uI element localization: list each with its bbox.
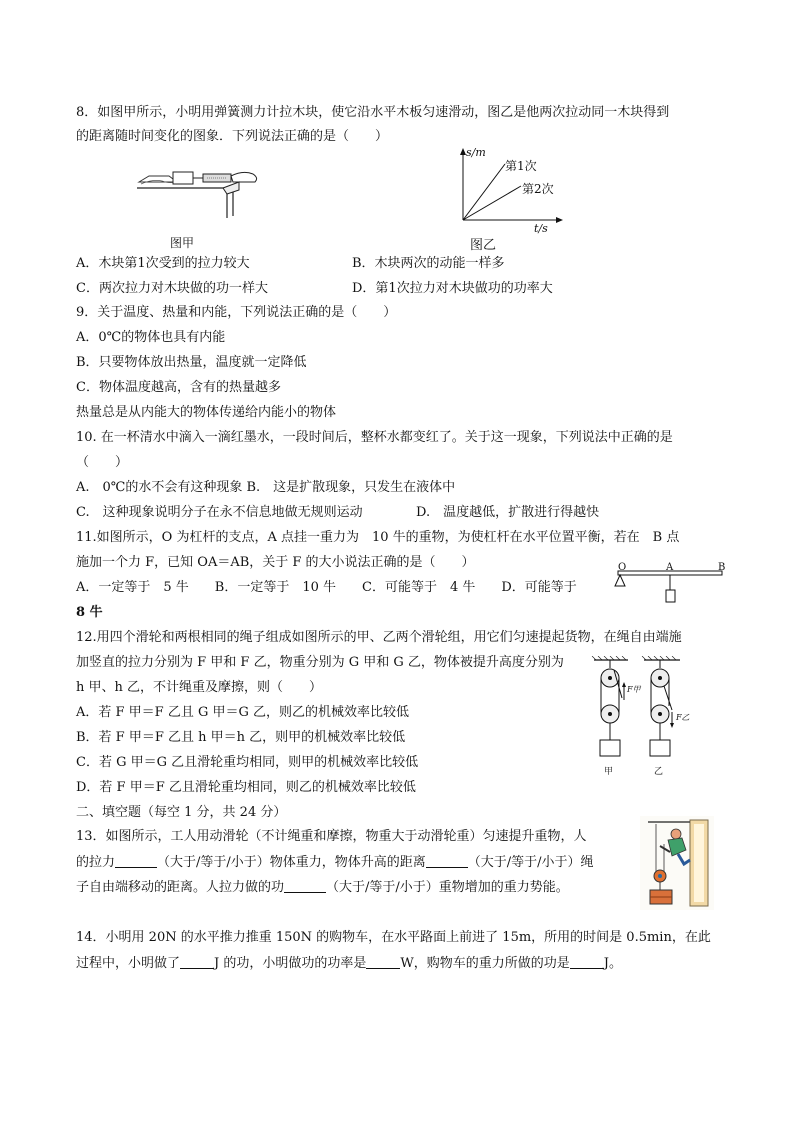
q11-option-d-wrap: 8 牛: [76, 605, 103, 620]
q8-stem-line1: 8．如图甲所示，小明用弹簧测力计拉木块，使它沿水平木板匀速滑动，图乙是他两次拉动同一木块得到: [76, 105, 670, 120]
q12-stem-line2: 加竖直的拉力分别为 F 甲和 F 乙，物重分别为 G 甲和 G 乙，物体被提升高度分别为: [76, 655, 564, 670]
q11-stem-line1: 11.如图所示，O 为杠杆的支点，A 点挂一重力为 10 牛的重物，为使杠杆在水平位置平衡，若在 B 点: [76, 530, 680, 545]
q9-option-a: A．0℃的物体也具有内能: [76, 330, 226, 345]
q9-option-b: B．只要物体放出热量，温度就一定降低: [76, 355, 307, 370]
q8-line2-label: 第2次: [522, 182, 554, 196]
q14-line2-part1: 过程中，小明做了: [76, 956, 181, 971]
q11-options: A．一定等于 5 牛 B．一定等于 10 牛 C．可能等于 4 牛 D．可能等于: [76, 580, 577, 595]
q9-option-c: C．物体温度越高，含有的热量越多: [76, 380, 281, 395]
q8-option-a: A．木块第1次受到的拉力较大: [76, 256, 250, 271]
q8-figure-jia: [135, 160, 275, 222]
q13-blank-2[interactable]: [426, 854, 468, 868]
q11-stem-line2: 施加一个力 F，已知 OA＝AB，关于 F 的大小说法正确的是（ ）: [76, 555, 475, 570]
q8-line1-label: 第1次: [505, 159, 537, 173]
q14-line2: [76, 955, 622, 973]
q13-blank-3[interactable]: [284, 879, 326, 893]
q10-stem-line1: 10. 在一杯清水中滴入一滴红墨水，一段时间后，整杯水都变红了。关于这一现象，下列说法中正确的是: [76, 430, 673, 445]
q11-label-b: B: [718, 562, 726, 573]
q12-option-b: B．若 F 甲＝F 乙且 h 甲＝h 乙，则甲的机械效率比较低: [76, 730, 406, 745]
q8-graph-x-label: t/s: [534, 222, 548, 235]
q8-option-c: C．两次拉力对木块做的功一样大: [76, 281, 268, 296]
q12-option-c: C．若 G 甲＝G 乙且滑轮重均相同，则甲的机械效率比较低: [76, 755, 419, 770]
q8-caption-jia: 图甲: [170, 236, 195, 250]
q12-stem-line3: h 甲、h 乙，不计绳重及摩擦，则（ ）: [76, 680, 323, 695]
q10-stem-line2: （ ）: [76, 455, 129, 470]
q8-caption-yi: 图乙: [470, 238, 497, 253]
section2-title: 二、填空题（每空 1 分，共 24 分）: [76, 805, 287, 820]
q12-force-yi: F乙: [676, 713, 690, 722]
q12-stem-line1: 12.用四个滑轮和两根相同的绳子组成如图所示的甲、乙两个滑轮组，用它们匀速提起货物，在绳自由端施: [76, 630, 682, 645]
q12-option-a: A．若 F 甲＝F 乙且 G 甲＝G 乙，则乙的机械效率比较低: [76, 705, 409, 720]
q13-line3-part1: 子自由端移动的距离。人拉力做的功: [76, 880, 285, 895]
q9-option-d: 热量总是从内能大的物体传递给内能小的物体: [76, 405, 337, 420]
q10-option-c: C. 这种现象说明分子在永不信息地做无规则运动: [76, 505, 363, 520]
q11-label-a: A: [666, 562, 674, 573]
q11-label-o: O: [618, 562, 627, 573]
q14-blank-3[interactable]: [570, 955, 604, 969]
q13-line1: 13．如图所示，工人用动滑轮（不计绳重和摩擦，物重大于动滑轮重）匀速提升重物，人: [76, 829, 587, 844]
q12-pulley-figure: [588, 656, 700, 764]
q14-line2-part3: W，购物车的重力所做的功是: [400, 956, 570, 971]
q14-line2-part2: J 的功，小明做功的功率是: [214, 956, 367, 971]
q13-line3: [76, 879, 569, 897]
q13-line2: [76, 854, 594, 872]
q13-worker-pulley-figure: [640, 816, 714, 910]
q8-graph-y-label: s/m: [466, 146, 486, 159]
q13-line3-part2: （大于/等于/小于）重物增加的重力势能。: [326, 880, 569, 895]
q12-label-yi: 乙: [654, 767, 664, 777]
q13-line2-part1: 的拉力: [76, 855, 116, 870]
q8-stem-line2: 的距离随时间变化的图象．下列说法正确的是（ ）: [76, 129, 389, 144]
q12-force-jia: F甲: [627, 685, 641, 694]
q12-option-d: D．若 F 甲＝F 乙且滑轮重均相同，则乙的机械效率比较低: [76, 780, 416, 795]
q13-line2-part2: （大于/等于/小于）物体重力，物体升高的距离: [157, 855, 426, 870]
q14-line1: 14．小明用 20N 的水平推力推重 150N 的购物车，在水平路面上前进了 15m，所用的时间是 0.5min，在此: [76, 930, 711, 945]
q10-option-d: D. 温度越低，扩散进行得越快: [416, 505, 600, 520]
q8-option-d: D．第1次拉力对木块做功的功率大: [352, 281, 553, 296]
q14-blank-2[interactable]: [366, 955, 400, 969]
q13-line2-part3: （大于/等于/小于）绳: [467, 855, 594, 870]
q14-blank-1[interactable]: [180, 955, 214, 969]
q13-blank-1[interactable]: [115, 854, 157, 868]
q8-option-b: B．木块两次的动能一样多: [352, 256, 505, 271]
q12-label-jia: 甲: [604, 767, 614, 777]
q10-option-ab: A. 0℃的水不会有这种现象 B. 这是扩散现象，只发生在液体中: [76, 480, 456, 495]
q14-line2-part4: J。: [603, 956, 622, 971]
q9-stem: 9．关于温度、热量和内能，下列说法正确的是（ ）: [76, 305, 397, 320]
